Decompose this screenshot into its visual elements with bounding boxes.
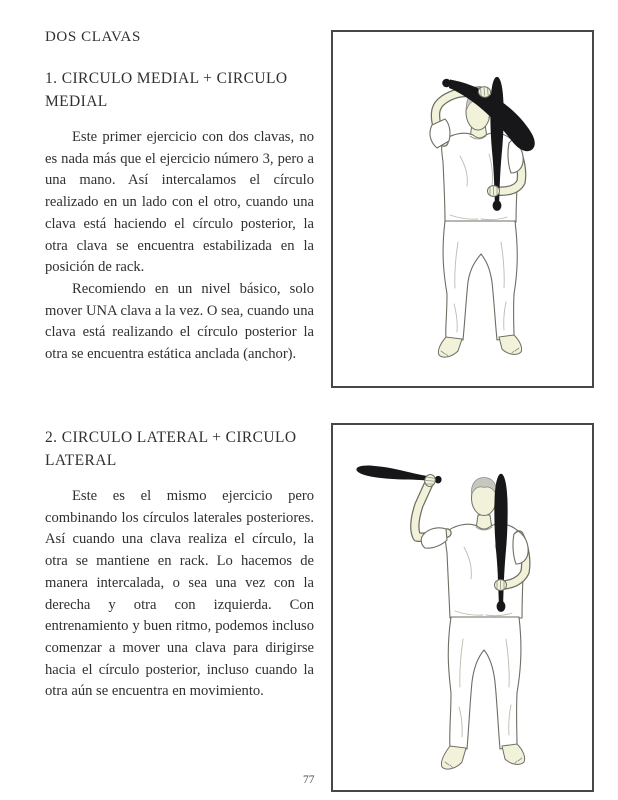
figure-frame-2: [331, 423, 594, 792]
section-2: [45, 426, 314, 703]
left-foot: [441, 746, 466, 769]
figure-frame-1: [331, 30, 594, 388]
pants: [443, 221, 517, 340]
section-1-heading: 1. CIRCULO MEDIAL + CIRCULO MEDIAL: [45, 70, 288, 110]
page-header: DOS CLAVAS: [45, 29, 141, 45]
section-1: [45, 67, 314, 366]
illustration-medial-circle: [333, 32, 592, 386]
left-sleeve: [421, 528, 447, 548]
illustration-lateral-circle: [333, 425, 592, 790]
torso-shirt: [442, 133, 520, 222]
pants: [448, 617, 521, 749]
section-2-paragraph-1: Este es el mismo ejercicio pero combinando los círculos laterales posteriores. Así cuando una clava realiza el círculo, la otra se mantiene en rack. Lo hacemos de manera intercalada, o sea una vez con la derecha y otra con izquierda. Con entrenamiento y buen ritmo, podemos incluso comenzar a mover una clava para dirigirse hacia el círculo posterior, incluso cuando la otra aún se encuentra en movimiento.: [45, 488, 314, 700]
section-1-paragraph-2: Recomiendo en un nivel básico, solo mover UNA clava a la vez. O sea, cuando una clava está realizando el círculo posterior la otra se encuentra estática anclada (anchor).: [45, 280, 314, 363]
right-sleeve: [513, 531, 528, 564]
left-foot: [438, 337, 462, 357]
torso-shirt: [445, 524, 524, 618]
right-foot: [502, 744, 525, 764]
section-1-paragraph-1: Este primer ejercicio con dos clavas, no es nada más que el ejercicio número 3, pero a una mano. Así intercalamos el círculo realizado en un lado con el otro, cuando una clava está haciendo el círculo posterior, la otra clava se encuentra estabilizada en la posición de rack.: [45, 129, 314, 276]
right-foot: [499, 335, 522, 354]
man-figure-medial: [430, 77, 535, 357]
man-figure-lateral: [356, 464, 528, 770]
page-number: 77: [303, 774, 315, 786]
section-2-heading: 2. CIRCULO LATERAL + CIRCULO LATERAL: [45, 429, 297, 469]
